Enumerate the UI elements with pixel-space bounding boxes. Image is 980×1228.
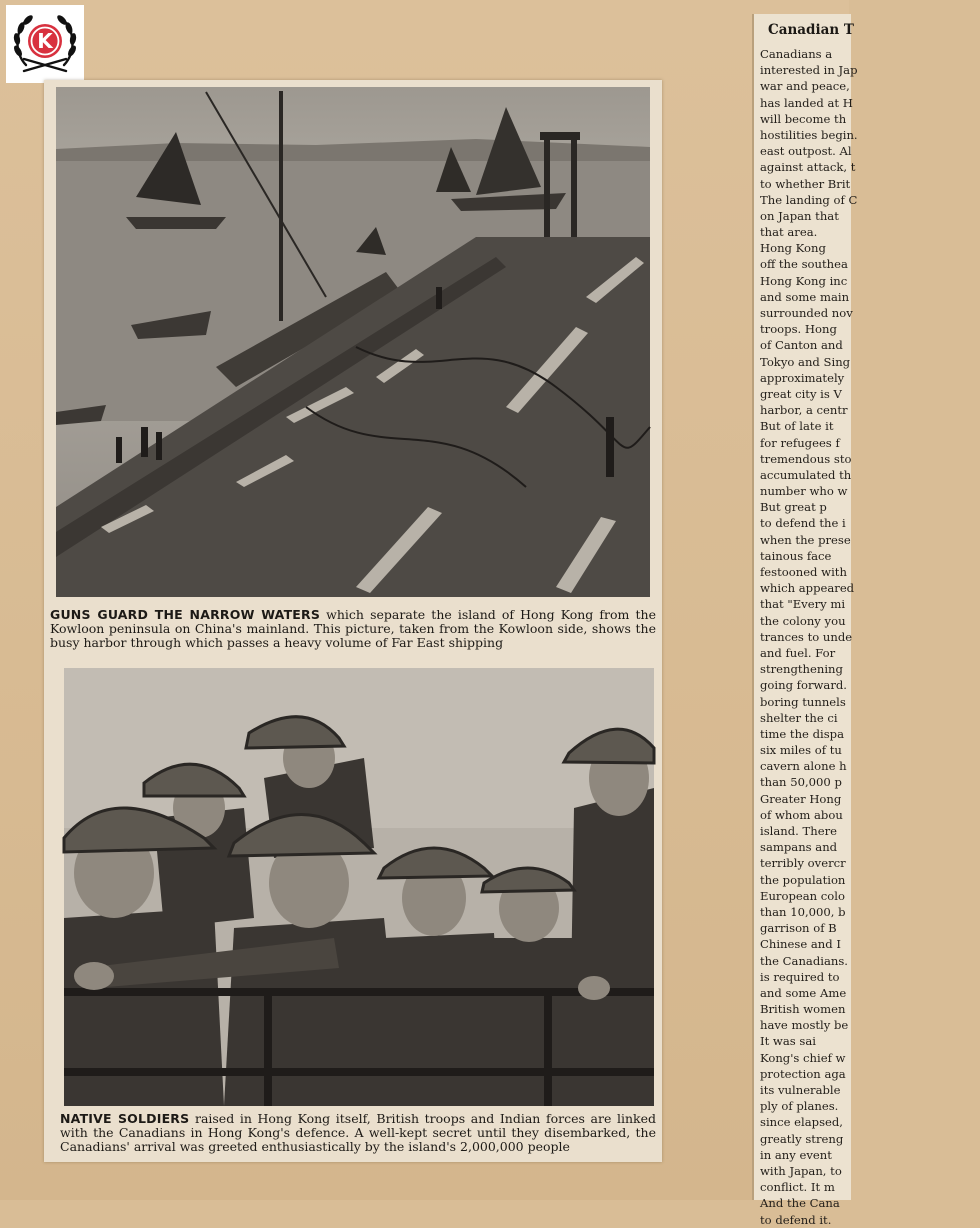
article-line: when the prese [760, 532, 851, 547]
soldiers-caption [60, 1112, 656, 1154]
article-line: sampans and [760, 840, 838, 855]
article-line: of whom abou [760, 807, 843, 822]
article-line: has landed at H [760, 95, 853, 110]
article-line: Tokyo and Sing [760, 354, 851, 369]
article-title: Canadian T [768, 22, 854, 38]
article-line: going forward. [760, 678, 847, 693]
article-line: surrounded nov [760, 306, 853, 320]
article-line: war and peace, [760, 79, 850, 94]
article-line: that "Every mi [760, 597, 846, 612]
article-line: interested in Jap [760, 63, 858, 78]
article-line: protection aga [760, 1066, 846, 1081]
article-line: European colo [760, 888, 845, 903]
article-line: that area. [760, 225, 818, 240]
article-line: for refugees f [760, 435, 840, 450]
article-line: in any event [760, 1147, 832, 1162]
article-body [760, 46, 980, 1228]
article-line: east outpost. Al [760, 144, 852, 159]
article-line: great city is V [760, 386, 842, 401]
article-line: conflict. It m [760, 1180, 835, 1195]
article-line: the Canadians. [760, 953, 848, 968]
article-line: trances to unde [760, 629, 853, 644]
article-line: And the Cana [760, 1196, 840, 1211]
soldiers-caption-lead: NATIVE SOLDIERS [60, 1111, 190, 1126]
harbor-photo [56, 87, 650, 597]
article-line: But great p [760, 500, 827, 515]
article-line: tremendous sto [760, 451, 852, 466]
article-line: strengthening [760, 662, 843, 677]
article-line: Chinese and I [760, 937, 841, 952]
article-line: and fuel. For [760, 645, 836, 660]
article-line: Canadians a [760, 47, 833, 61]
article-line: boring tunnels [760, 694, 846, 709]
article-line: island. There [760, 824, 838, 838]
article-line: Kong's chief w [760, 1050, 846, 1065]
article-line: its vulnerable [760, 1083, 841, 1097]
article-line: than 10,000, b [760, 904, 846, 919]
article-line: It was sai [760, 1034, 816, 1049]
article-line: of Canton and [760, 338, 843, 353]
article-line: than 50,000 p [760, 775, 842, 790]
article-line: to defend the i [760, 516, 846, 531]
laurel-logo-icon [6, 5, 84, 83]
article-line: will become th [760, 111, 847, 126]
article-line: ply of planes. [760, 1099, 839, 1114]
article-line: against attack, t [760, 160, 856, 175]
article-line: British women [760, 1002, 846, 1017]
article-line: harbor, a centr [760, 403, 848, 418]
logo-letter: K [37, 29, 53, 53]
article-line: is required to [760, 969, 840, 984]
harbor-caption-lead: GUNS GUARD THE NARROW WATERS [50, 607, 321, 622]
article-line: and some Ame [760, 985, 847, 1000]
article-line: hostilities begin. [760, 127, 858, 142]
article-line: Hong Kong [760, 241, 826, 256]
article-line: on Japan that [760, 208, 839, 223]
article-line: shelter the ci [760, 710, 838, 725]
soldiers-photo [64, 668, 654, 1106]
article-line: to whether Brit [760, 176, 851, 191]
harbor-caption [50, 608, 656, 650]
harbor-caption-body: which separate the island of Hong Kong from the Kowloon peninsula on China's mainland. This picture, taken from the Kowloon side, shows the busy harbor through which passes a heavy volume of Far East shipping [50, 607, 656, 650]
article-line: But of late it [760, 419, 834, 434]
article-clipping [752, 14, 858, 1227]
article-line: have mostly be [760, 1018, 849, 1033]
article-line: Greater Hong [760, 791, 842, 806]
article-line: the population [760, 872, 846, 887]
article-line: since elapsed, [760, 1115, 843, 1130]
article-line: garrison of B [760, 921, 837, 936]
article-line: tainous face [760, 548, 832, 563]
article-line: six miles of tu [760, 743, 842, 758]
article-line: time the dispa [760, 726, 844, 741]
article-line: with Japan, to [760, 1163, 842, 1178]
article-line: the colony you [760, 613, 846, 628]
article-line: and some main [760, 289, 850, 304]
article-line: troops. Hong [760, 322, 837, 337]
article-line: terribly overcr [760, 856, 846, 871]
article-line: The landing of C [760, 192, 858, 207]
article-line: approximately [760, 370, 845, 385]
article-line: off the southea [760, 257, 848, 272]
article-line: festooned with [760, 565, 847, 579]
soldiers-caption-body: raised in Hong Kong itself, British troops and Indian forces are linked with the Canadians in Hong Kong's defence. A well-kept secret until they disembarked, the Canadians' arrival was greeted enthusiastically by the island's 2,000,000 people [60, 1111, 656, 1154]
article-line: to defend it. [760, 1212, 832, 1227]
article-line: cavern alone h [760, 759, 847, 774]
article-line: Hong Kong inc [760, 273, 848, 288]
article-line: greatly streng [760, 1131, 844, 1146]
article-line: accumulated th [760, 467, 852, 482]
article-line: which appeared [760, 581, 855, 596]
article-line: number who w [760, 484, 848, 499]
